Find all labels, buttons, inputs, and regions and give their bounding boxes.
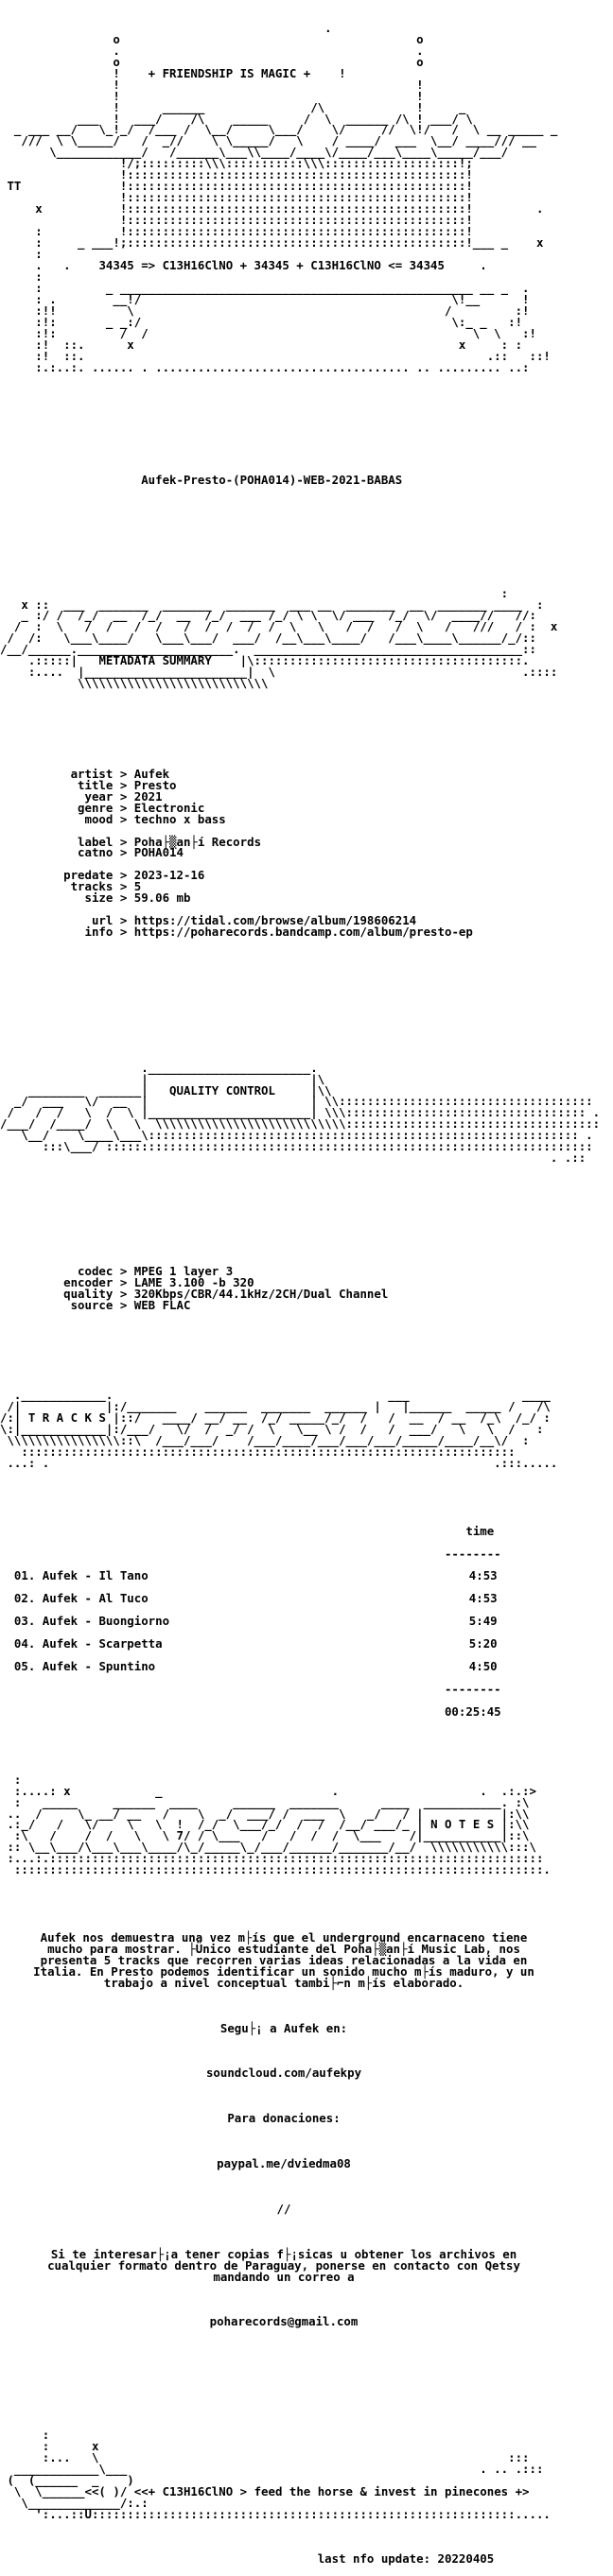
blank <box>0 994 613 1006</box>
quality-fields <box>0 1263 613 1312</box>
blank <box>0 497 613 509</box>
blank <box>0 1175 613 1186</box>
tracks-total: 00:25:45 <box>444 1703 501 1719</box>
blank <box>0 1480 613 1492</box>
blank <box>0 2046 613 2057</box>
notes-banner-art: : :....: x _ . . .:.:> : _____ ______ ____ ______ _______ ____ ___________. :\ .. / \_ __/ __ / \ _/ ___/ / ___ \ _/ / | |:\\ .:_/ / \/ \ \ ! /_/ \___/_/ / / /__/ ___/_ | N O T E S |:\\ :\ / / / \ \ 7/ / \___ / / / / \___ /|___________|::\ :: \__\___/\___\___\____/\_/_____\_/___/______/_______/__/ \\\\\\\\\\\:::\ :...:.:::::::::::::::::::::::::::::::::::::::::::::::::::::::::::::::::::::: :::::::::::::::::::::::::::::::::::::::::::::::::::::::::::::::::::::::::::. <box>7 1772 551 1877</box>
blank <box>0 1017 613 1029</box>
blank <box>0 452 613 463</box>
metadata-banner-art: : x :: ___ _______ _______ _______ ___ __ _______ __ _______ ____ : _ :/ / /_/ __ /_/ __ /_/ ___ /_/ \ \ \/ ___ /_/ \/ ____// //: / : \ / / / / / / / / / \ \ / / / \ / /// / : x / /: \___\____/ \___\___/ ___/ /__\___\____/ /___\____\______/_/:: /__/______.______________________. ______________________________________:: .:::::| METADATA SUMMARY |\::::::::::::::::::::::::::::::::::::::. :.... |_______________________| \ .:::: \\\\\\\\\\\\\\\\\\\\\\\\\\\ <box>0 585 558 691</box>
tracks-title: T R A C K S <box>27 1410 106 1426</box>
meta-artist: artist > Aufek <box>0 766 170 781</box>
blank <box>0 2293 613 2305</box>
blank <box>0 700 613 712</box>
blank <box>0 2384 613 2395</box>
paypal-link[interactable]: paypal.me/dviedma08 <box>217 2156 351 2171</box>
blank <box>0 1198 613 1209</box>
contact-paragraph: Si te interesar├¡a tener copias f├¡sicas u obtener los archivos en cualquier formato dentro de Paraguay, ponerse en contacto con Qetsy mandando un correo a <box>47 2246 520 2284</box>
track-row: 01. Aufek - Il Tano 4:53 <box>13 1568 498 1583</box>
soundcloud-link[interactable]: soundcloud.com/aufekpy <box>205 2066 362 2081</box>
meta-url: url > https://tidal.com/browse/album/198606214 <box>0 913 417 928</box>
footer-art: : : x :... \ ::: ____________\___ . .. .::: ( (______ _ ) \ \______<<( )/ <<+ C13H16ClNO > feed the horse & invest in pinecones +> \_____________/:.: ':...::U::::::::::::::::::::::::::::::::::::::::::::::::::::::::::::..... <box>7 2427 551 2521</box>
meta-tracks: tracks > 5 <box>0 879 142 894</box>
blank <box>0 2090 613 2101</box>
release-name-line <box>0 475 613 486</box>
blank <box>0 1220 613 1232</box>
blank <box>0 2361 613 2373</box>
track-row: 03. Aufek - Buongiorno 5:49 <box>13 1614 498 1629</box>
meta-label: label > Poha├▒an├í Records <box>0 834 262 849</box>
blank <box>0 2000 613 2012</box>
blank <box>0 429 613 441</box>
notes-title: N O T E S <box>430 1817 495 1832</box>
meta-predate: predate > 2023-12-16 <box>0 868 205 883</box>
blank <box>0 1887 613 1898</box>
meta-year: year > 2021 <box>0 788 163 804</box>
header-art: . o o . . o o ! + FRIENDSHIP IS MAGIC + ! ! ! ! ! ! ______ /\ ! _ ___ ! ___/ /\ _____ / \ ______ /\ ! ___/ \ _ ___ __/ \_!_/ /___ / \__/ \___/ \/ // \!/ / \ __ _____ _ /// \ \_____/ / _// \ \_____/ \ / ____/ ___ \__/ ____/// __ \____________/ /______\___\\____/____\/____/___\____\_____/___/ !/;:::::::::\\\:::::::::::\\\:::::::::::::::::::!; !::::::::::::::::::::::::::::::::::::::::::::::::! TT !::::::::::::::::::::::::::::::::::::::::::::::::! !::::::::::::::::::::::::::::::::::::::::::::::::! x !::::::::::::::::::::::::::::::::::::::::::::::::! . !::::::::::::::::::::::::::::::::::::::::::::::::! : !::::::::::::::::::::::::::::::::::::::::::::::::! : _ ___!;::::::::::::::::::::::::::::::::::::::::::::::::!___ _ x : . . 34345 => C13H16ClNO + 34345 + C13H16ClNO <= 34345 . : : _ __________________________________________________ __ _ . : . __!/ \!__ ! :!! \ / :! :!: _ _:/ \:_ _ :! :!: / / \ \ :! :! ::. x x : : :! ::. .:: ::! :.:..:. ...... . .................................... .. ......... ..: <box>7 20 558 374</box>
track-row: 04. Aufek - Scarpetta 5:20 <box>13 1636 498 1651</box>
meta-info: info > https://poharecords.bandcamp.com/album/presto-ep <box>0 925 473 940</box>
header-formula: 34345 => C13H16ClNO + 34345 + C13H16ClNO <= 34345 <box>98 257 445 272</box>
last-update: last nfo update: 20220405 <box>317 2551 495 2567</box>
metadata-title: METADATA SUMMARY <box>98 653 212 668</box>
last-update-line <box>0 2553 613 2565</box>
tracks-rule-top: -------- <box>0 1546 501 1561</box>
blank <box>0 972 613 983</box>
blank <box>0 2181 613 2192</box>
blank <box>0 949 613 960</box>
meta-title: title > Presto <box>0 777 177 792</box>
blank <box>0 2339 613 2350</box>
quality-codec: codec > MPEG 1 layer 3 <box>0 1263 234 1278</box>
meta-genre: genre > Electronic <box>0 800 205 815</box>
quality-title: QUALITY CONTROL <box>169 1082 275 1098</box>
tracks-rule-bottom: -------- <box>0 1682 501 1697</box>
quality-encoder: encoder > LAME 3.100 -b 320 <box>0 1274 254 1289</box>
notes-divider: // <box>276 2201 291 2216</box>
blank <box>0 520 613 531</box>
blank <box>0 2135 613 2147</box>
blank <box>0 1323 613 1334</box>
notes-paragraph: Aufek nos demuestra una vez m├ís que el underground encarnaceno tiene mucho para mostrar. ├Ünico estudiante del Poha├▒an├í Music Lab, nos presenta 5 tracks que recorren varias ideas relacionadas a la vida en Italia. En Presto podemos identificar un sonido mucho m├ís maduro, y un trabajo a nivel conceptual tambi├⌐n m├ís elaborado. <box>33 1929 534 1990</box>
quality-quality: quality > 320Kbps/CBR/44.1kHz/2CH/Dual Channel <box>0 1286 389 1301</box>
header-tagline: + FRIENDSHIP IS MAGIC + <box>148 65 311 80</box>
tracks-banner-art: .____________. ___ ____ /| |:/_______ ______ _______ ______ | |______ _____ / /\ /:| T R A C K S |::/ ____/ __/ __ /_/ _____/_/ / / __ / __ /_\ /_/ : \:|____________|:/___/ \/ / _/ / \ \__ \ / / / ___/ \ \ / : \\\\\\\\\\\\\\\\::\ /___/___/ /___/____/___/___/___/_____/____/__\/ : :::::::::::::::::::::::::::::::::::::::::::::::::::::::::::::::::::::: ...: . .:::..... <box>0 1388 558 1470</box>
blank <box>0 723 613 735</box>
blank <box>0 2226 613 2238</box>
blank <box>0 1344 613 1356</box>
quality-source: source > WEB FLAC <box>0 1297 191 1312</box>
email-link[interactable]: poharecords@gmail.com <box>209 2314 359 2329</box>
track-row: 02. Aufek - Al Tuco 4:53 <box>13 1591 498 1606</box>
meta-catno: catno > POHA014 <box>0 845 184 860</box>
donate-label: Para donaciones: <box>227 2111 341 2126</box>
follow-label: Segu├¡ a Aufek en: <box>219 2020 348 2035</box>
release-name: Aufek-Presto-(POHA014)-WEB-2021-BABAS <box>141 473 403 488</box>
meta-size: size > 59.06 mb <box>0 890 191 906</box>
blank <box>0 2532 613 2543</box>
track-row: 05. Aufek - Spuntino 4:50 <box>13 1659 498 1674</box>
blank <box>0 406 613 418</box>
blank <box>0 1729 613 1740</box>
quality-banner-art: ._______________________. | |\ ________ ______| QUALITY CONTROL |\\ _/ ___ \/ __ | | \\:::::::::::::::::::::::::::::::::::: / / / \ / \ |_______________________| \\\:::::::::::::::::::::::::::::::::: . /___/ /____/ \ \ \\\\\\\\\\\\\\\\\\\\\\\\\\\:::::::::::::::::::::::::::::::::::: \__/ \____\___\::::::::::::::::::::::::::::::::::::::::::::::::::::::::::::: . :::\___/ ::::::::::::::::::::::::::::::::::::::::::::::::::::::::::::::::::::: . .:: <box>0 1060 601 1166</box>
tracks-time-header: time <box>465 1523 495 1538</box>
footer-motto: <<+ C13H16ClNO > feed the horse & invest in pinecones +> <box>133 2483 530 2498</box>
metadata-fields <box>0 766 613 940</box>
blank <box>0 543 613 554</box>
meta-mood: mood > techno x bass <box>0 811 226 826</box>
blank <box>0 384 613 395</box>
